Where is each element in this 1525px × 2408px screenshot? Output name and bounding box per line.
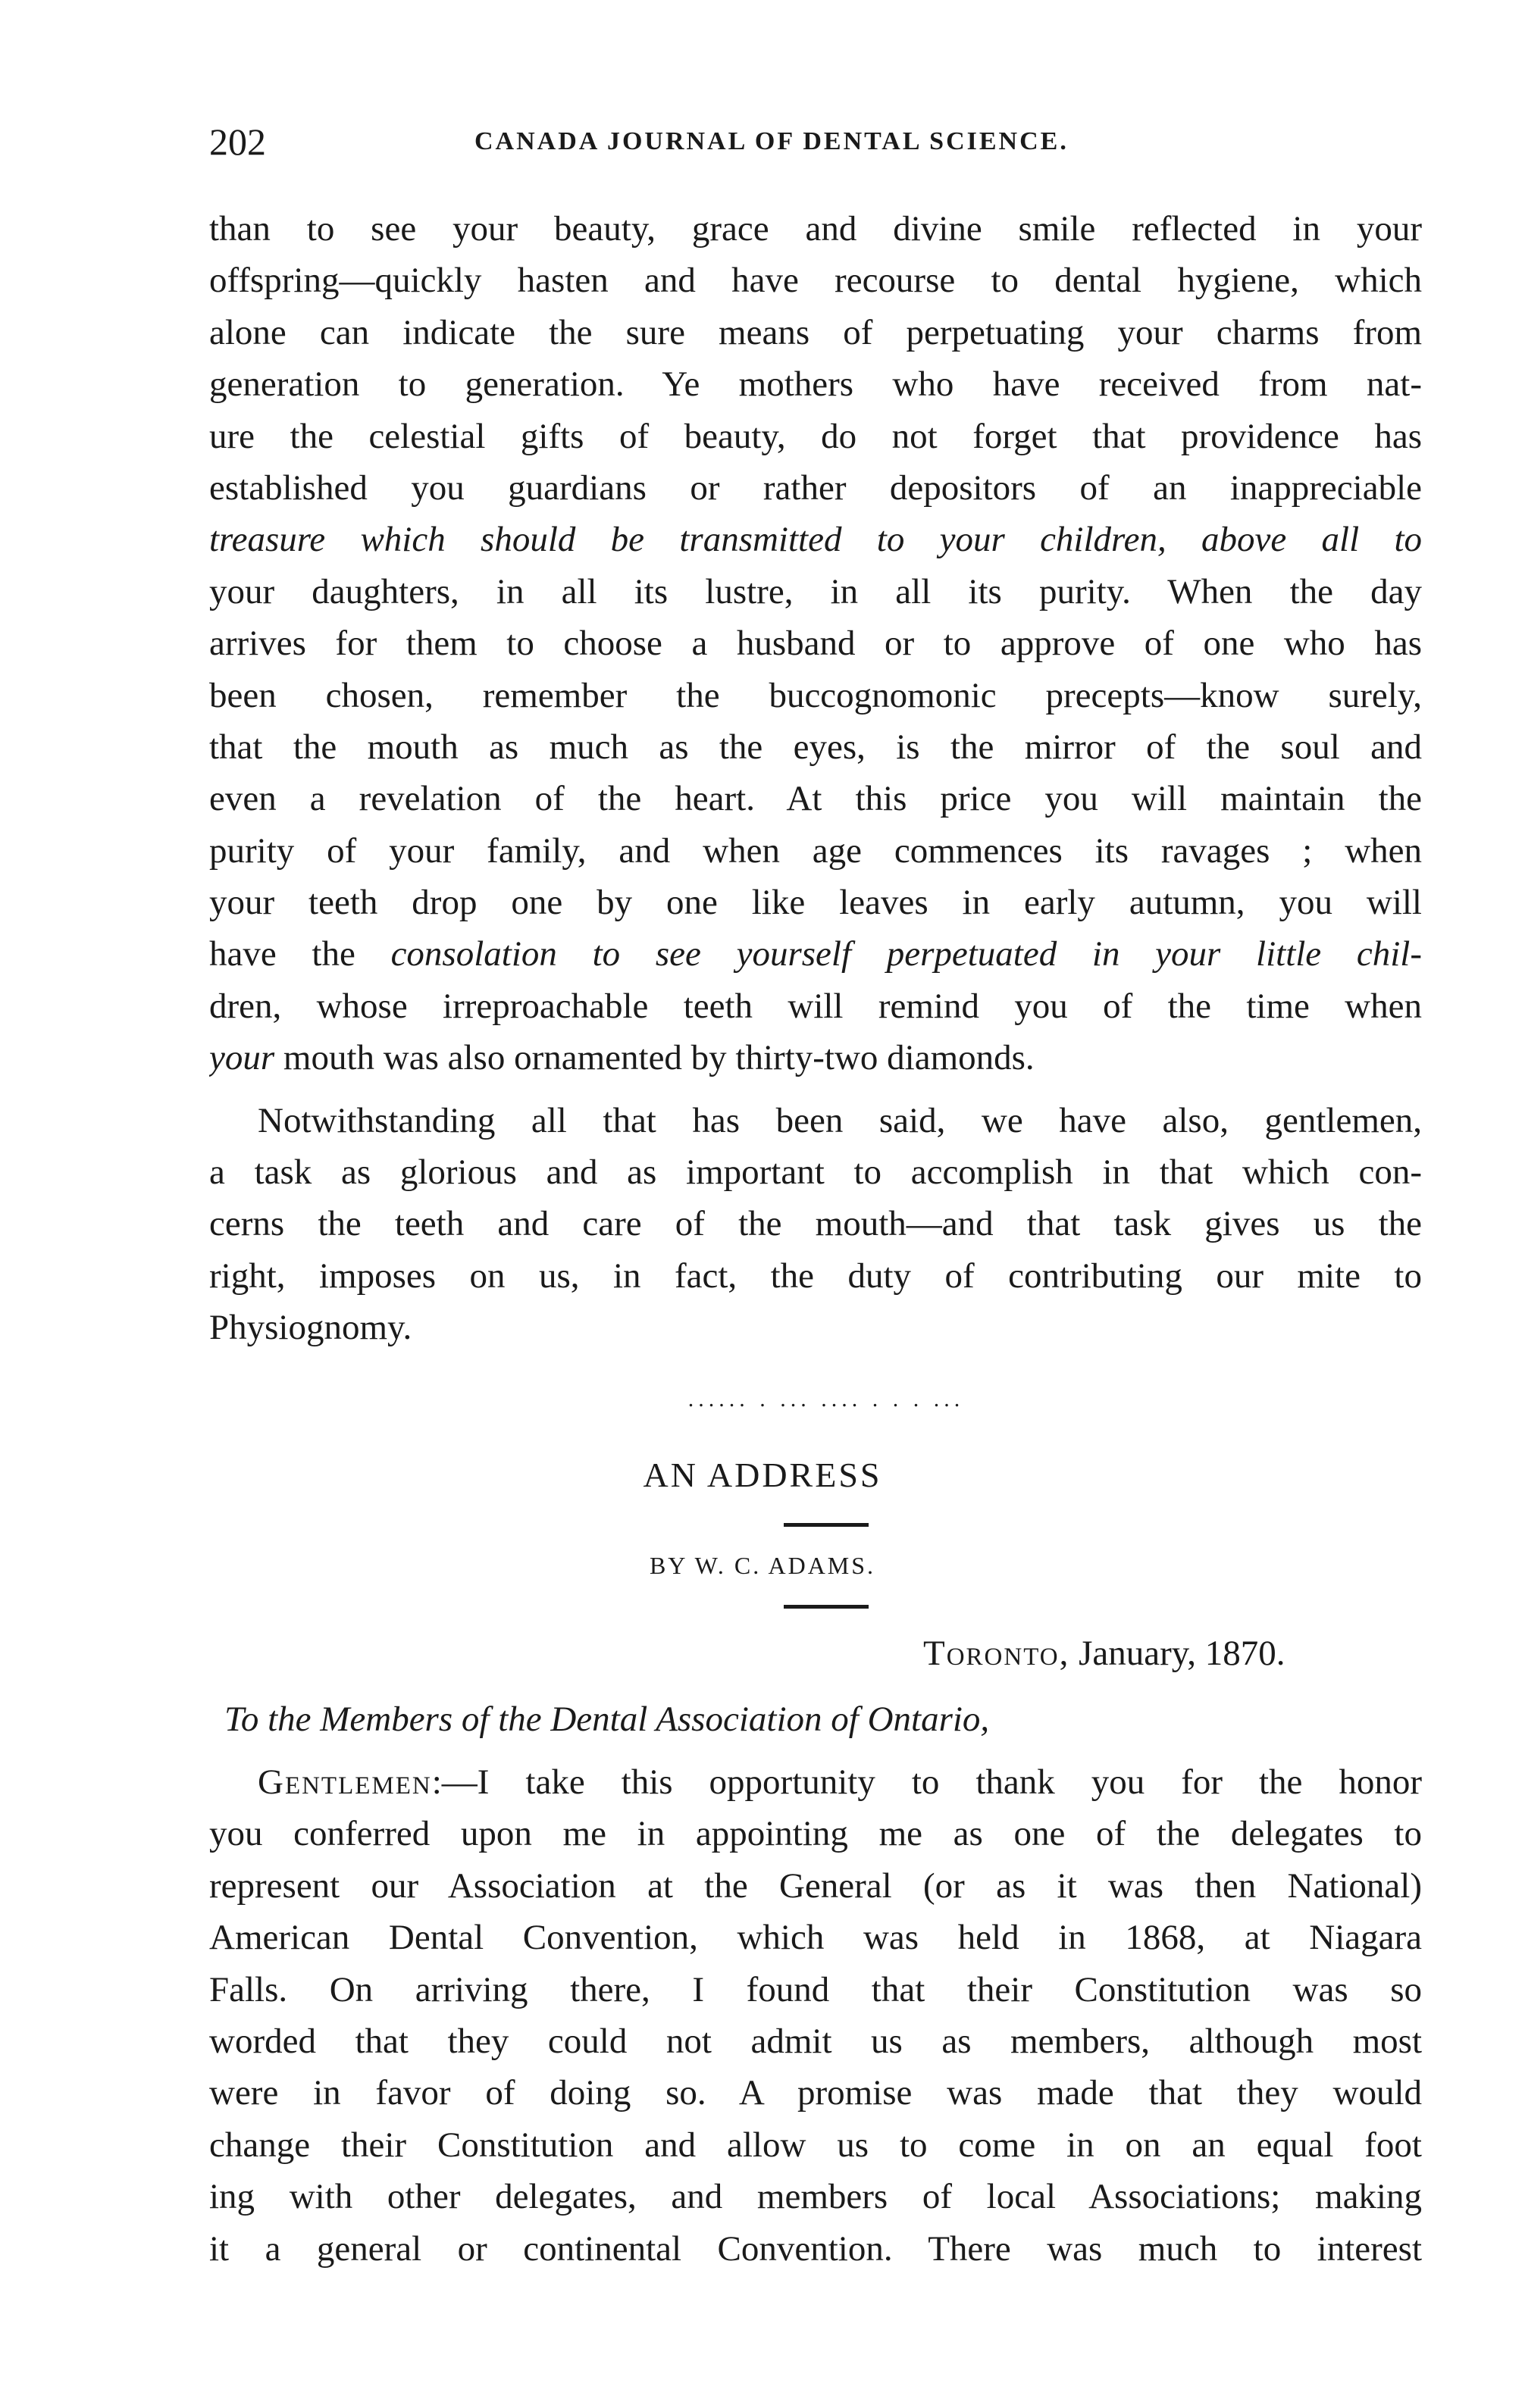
dateline [923,1633,1285,1674]
text-line [209,1032,1422,1084]
text-line: established you guardians or rather depositors of an inappreciable [209,468,1422,508]
text-line: ing with other delegates, and members of local Associations; making [209,2177,1422,2217]
second-paragraph [209,1095,1422,1354]
text-line: right, imposes on us, in fact, the duty of contributing our mite to [209,1256,1422,1296]
salutation: To the Members of the Dental Association of Ontario, [224,1700,990,1739]
text-fragment: mouth was also ornamented by thirty-two diamonds. [274,1038,1035,1078]
text-line: it a general or continental Convention. There was much to interest [209,2228,1422,2269]
text-fragment: :—I take this opportunity to thank you for the honor [431,1762,1422,1802]
page-header [209,120,1422,173]
text-line: dren, whose irreproachable teeth will remind you of the time when [209,986,1422,1026]
title-rule [784,1523,869,1527]
text-line: than to see your beauty, grace and divine smile reflected in your [209,209,1422,249]
text-line: represent our Association at the General (or as it was then National) [209,1865,1422,1906]
text-fragment: have the [209,934,391,974]
italic-fragment: consolation to see yourself perpetuated in your little chil- [390,934,1422,974]
body-text [209,203,1422,1354]
article-byline: BY W. C. ADAMS. [649,1552,876,1579]
text-line [209,928,1422,980]
running-head: CANADA JOURNAL OF DENTAL SCIENCE. [474,127,1069,155]
text-line: ure the celestial gifts of beauty, do not forget that providence has [209,416,1422,456]
text-line: been chosen, remember the buccognomonic precepts—know surely, [209,675,1422,715]
text-line: alone can indicate the sure means of perpetuating your charms from [209,312,1422,352]
text-line: arrives for them to choose a husband or to approve of one who has [209,624,1422,664]
text-line: your daughters, in all its lustre, in all its purity. When the day [209,571,1422,611]
greeting: Gentlemen [258,1762,432,1802]
text-line: you conferred upon me in appointing me as one of the delegates to [209,1814,1422,1854]
text-line: that the mouth as much as the eyes, is the mirror of the soul and [209,727,1422,767]
text-line: Falls. On arriving there, I found that their Constitution was so [209,1969,1422,2009]
text-line: cerns the teeth and care of the mouth—and that task gives us the [209,1204,1422,1244]
italic-text-line: treasure which should be transmitted to your children, above all to [209,520,1422,560]
text-line: Notwithstanding all that has been said, we have also, gentlemen, [258,1100,1422,1140]
italic-fragment: your [209,1038,275,1078]
text-line: a task as glorious and as important to accomplish in that which con- [209,1152,1422,1193]
text-line: purity of your family, and when age commences its ravages ; when [209,830,1422,871]
text-line: even a revelation of the heart. At this price you will maintain the [209,779,1422,819]
dateline-place: Toronto, [923,1634,1070,1673]
article-title: AN ADDRESS [643,1456,882,1494]
text-line: your teeth drop one by one like leaves in early autumn, you will [209,883,1422,923]
text-line: offspring—quickly hasten and have recourse to dental hygiene, which [209,261,1422,301]
text-line: worded that they could not admit us as members, although most [209,2021,1422,2061]
text-line: were in favor of doing so. A promise was made that they would [209,2073,1422,2113]
text-line [209,1756,1422,1808]
text-line: Physiognomy. [209,1308,412,1348]
byline-rule [784,1605,869,1609]
dateline-date: January, 1870. [1079,1634,1285,1673]
continued-paragraph [209,203,1422,1084]
letter-body [209,1756,1422,2275]
section-separator: ...... . ... .... . . . ... [687,1387,965,1412]
page-number: 202 [209,120,266,163]
text-line: change their Constitution and allow us to come in on an equal foot [209,2125,1422,2165]
text-line: American Dental Convention, which was held in 1868, at Niagara [209,1918,1422,1958]
text-line: generation to generation. Ye mothers who have received from nat- [209,364,1422,405]
